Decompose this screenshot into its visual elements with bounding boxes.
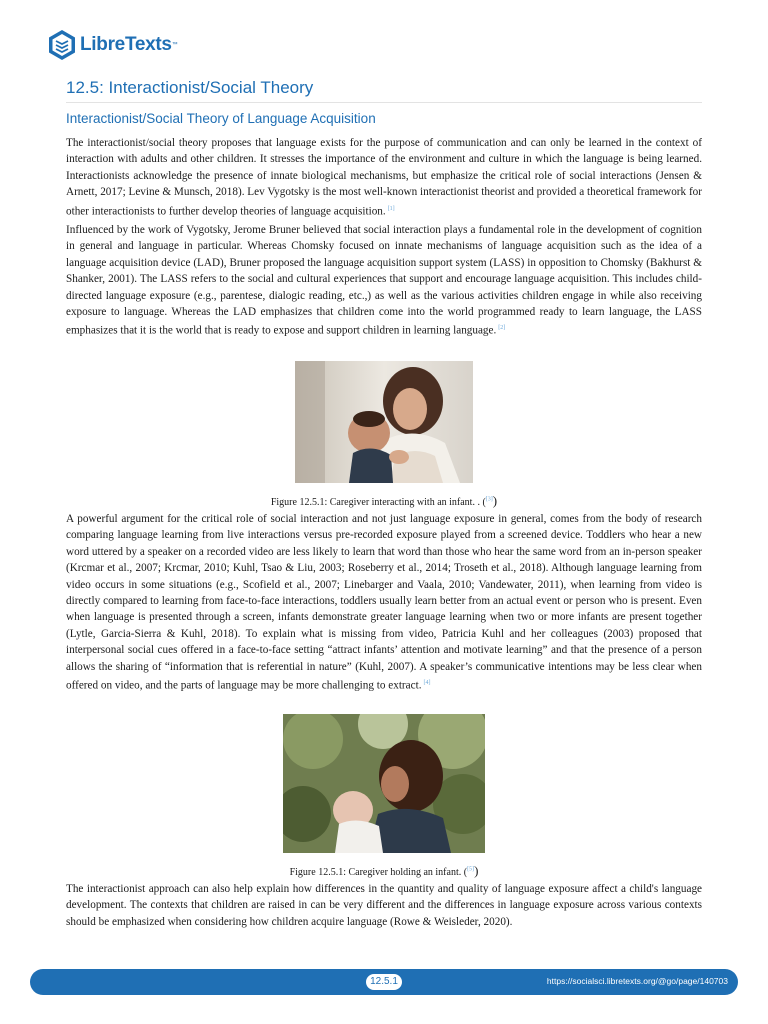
paragraph-2-text: Influenced by the work of Vygotsky, Jerome Bruner believed that social interaction plays a fundamental role in the development of cognition in general and language in particular. Whereas Chomsky focused on innate mechanisms of language acquisition such as the idea of a language acquisition device (LAD), Bruner proposed the language acquisition support system (LASS) in opposition to Chomsky (Bakhurst & Shanker, 2001). The LASS refers to the social and cultural experiences that support and encourage language acquisition. This includes child-directed language exposure (e.g., parentese, dialogic reading, etc.,) as well as the various activities children engage in while also receiving exposure to language. Whereas the LAD emphasizes that children come into the world programmed ready to learn language, the LASS emphasizes that it is the world that is ready to expose and support children in learning language. [66,224,702,338]
paragraph-1 [66,135,702,220]
figure-1-caption [66,493,702,509]
paragraph-3-text: A powerful argument for the critical role of social interaction and not just language exposure in general, comes from the body of research comparing language learning from live interactions versus pre-recorded exposure played from a screened device. Toddlers who hear a new word uttered by a speaker on a recorded video are less likely to learn that word than those who hear the same word from an in-person speaker (Krcmar et al., 2007; Krcmar, 2010; Kuhl, Tsao & Liu, 2003; Roseberry et al., 2014; Troseth et al., 2018). Although language learning from video occurs in some situations (e.g., Scofield et al., 2007; Linebarger and Vaala, 2010; Vandewater, 2011), when learning from video is directly compared to learning from face-to-face interactions, toddlers usually learn better from an actual event or person who is present. Even when language is presented through a screen, infants demonstrate greater language learning when two or more infants are present together (Lytle, Garcia-Sierra & Kuhl, 2018). To explain what is missing from video, Patricia Kuhl and her colleagues (2003) proposed that interpersonal social cues offered in a face-to-face setting “attract infants’ attention and motivate learning” and that the presence of a person allows the sharing of “information that is referential in nature” (Kuhl, 2007). A speaker’s communicative intentions may be less clear when offered on video, and the parts of language may be more challenging to extract. [66,513,702,692]
figure-1-caption-close: ) [492,493,498,508]
figure-2-caption-text: Figure 12.5.1: Caregiver holding an infant. ( [289,867,468,878]
page-number-badge: 12.5.1 [366,974,402,990]
figure-2-caption-close: ) [474,863,479,878]
footnote-link-2[interactable]: [2] [498,325,506,332]
figure-1-caption-text: Figure 12.5.1: Caregiver interacting with an infant. . ( [270,497,486,508]
paragraph-3 [66,511,702,694]
figure-2-caption [66,863,702,879]
figure-caregiver-interacting [66,361,702,509]
page-footer [30,969,738,995]
paragraph-1-text: The interactionist/social theory proposes that language exists for the purpose of communication and can only be learned in the context of interaction with adults and other children. It stresses the importance of the environment and culture in which the language is being learned. Interactionists acknowledge the presence of innate biological mechanisms, but emphasize the critical role of social interactions (Jensen & Arnett, 2017; Levine & Munsch, 2018). Lev Vygotsky is the most well-known interactionist theorist and provided a theoretical framework for other interactionists to further develop theories of language acquisition. [66,137,702,218]
figure-2-footnote-link[interactable]: [5] [467,866,475,873]
logo-trademark: ™ [171,42,178,48]
permalink-url[interactable]: https://socialsci.libretexts.org/@go/page/140703 [546,976,728,986]
figure-1-footnote-link[interactable]: [3] [485,496,493,503]
footnote-link-1[interactable]: [1] [387,205,395,212]
libretexts-logo-icon [47,29,77,61]
libretexts-logo[interactable] [47,28,178,62]
paragraph-2 [66,222,702,340]
logo-wordmark: LibreTexts [80,34,172,55]
page-title: 12.5: Interactionist/Social Theory [66,78,702,103]
footnote-link-4[interactable]: [4] [423,680,431,687]
section-heading: Interactionist/Social Theory of Language Acquisition [66,111,376,126]
figure-caregiver-holding [66,714,702,879]
paragraph-4: The interactionist approach can also help explain how differences in the quantity and quality of language exposure affect a child's language development. The contexts that children are raised in can be very different and the differences in language exposure across various contexts should be emphasized when considering how children acquire language (Rowe & Weisleder, 2020). [66,883,702,928]
photo-caregiver-holding [283,714,485,853]
photo-caregiver-interacting [295,361,473,483]
